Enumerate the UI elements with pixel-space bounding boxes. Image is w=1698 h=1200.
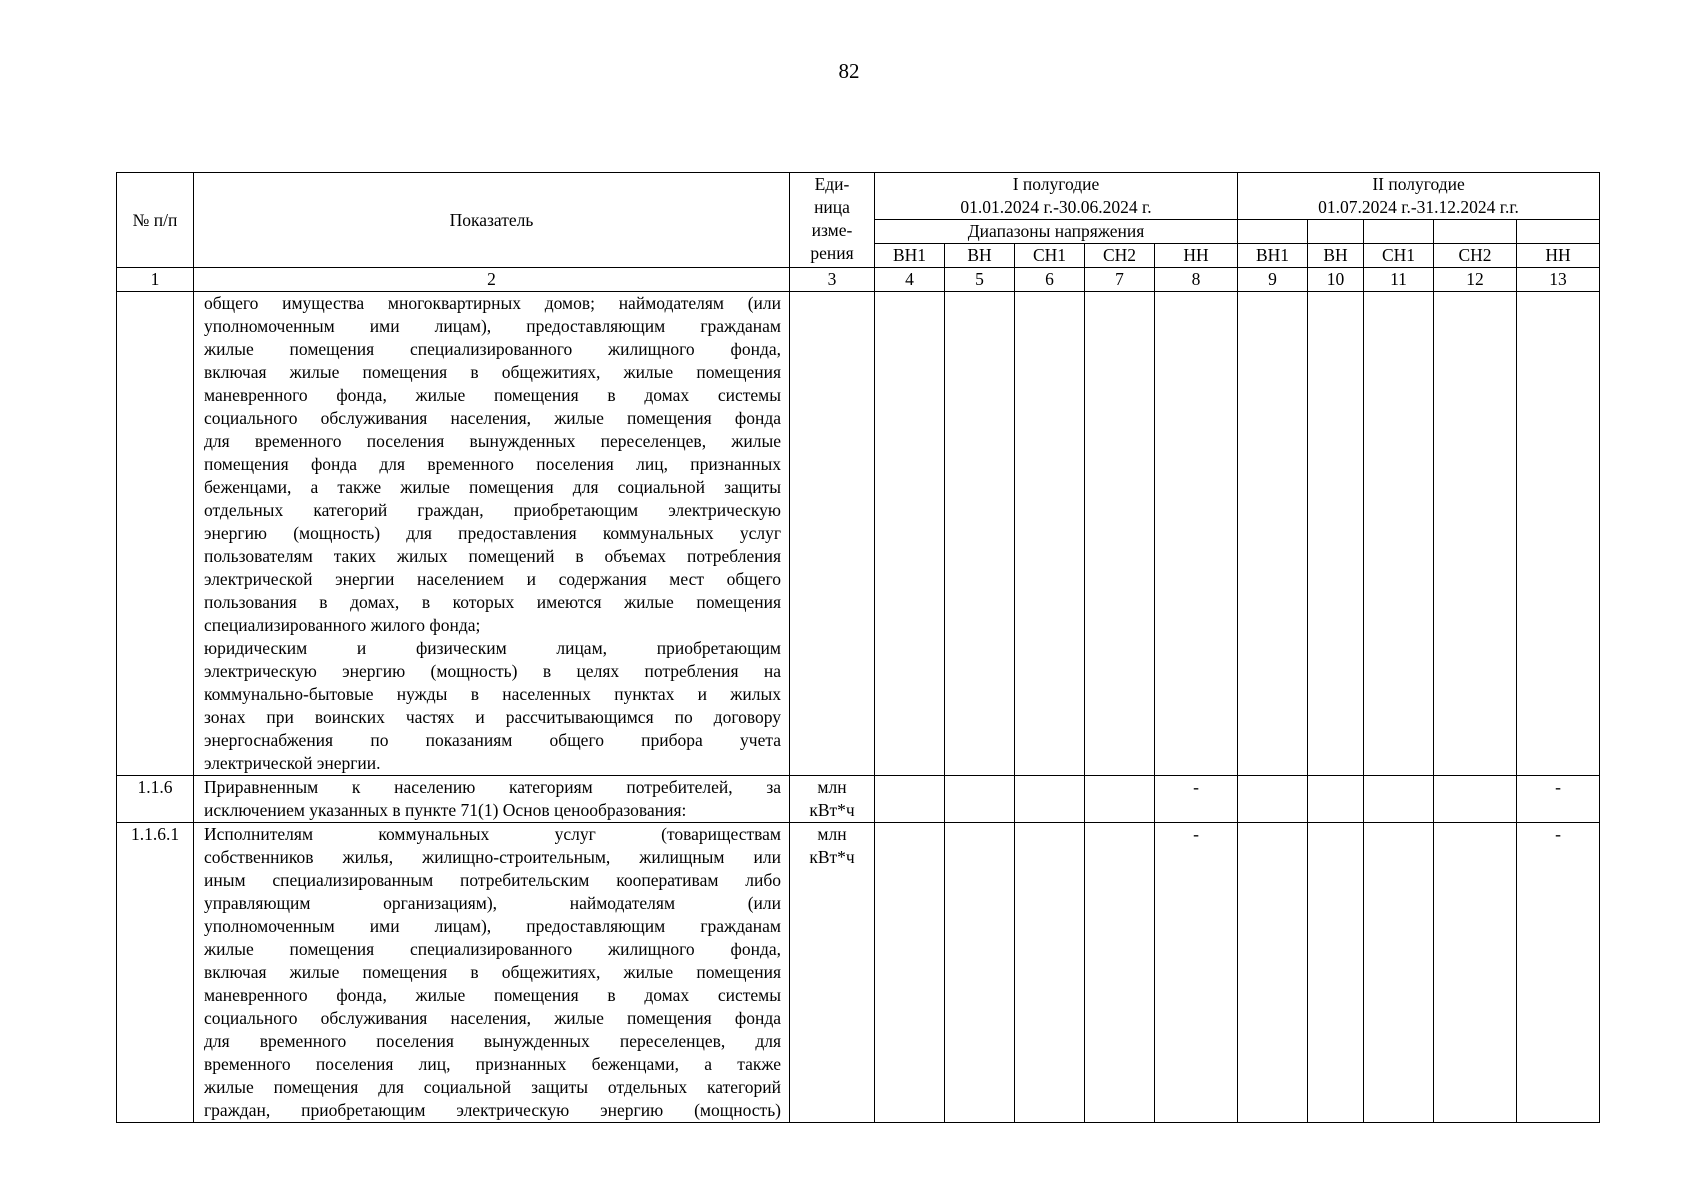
indicator-line: иным специализированным потребительским кооперативам либо xyxy=(204,870,781,890)
value-cell xyxy=(1364,776,1434,823)
header-indicator: Показатель xyxy=(194,173,790,268)
col-number: 2 xyxy=(194,268,790,292)
indicator-line: исключением указанных в пункте 71(1) Основ ценообразования: xyxy=(204,800,687,820)
voltage-col-header: ВН1 xyxy=(1238,244,1308,268)
voltage-col-header: СН2 xyxy=(1085,244,1155,268)
empty-cell xyxy=(1238,220,1308,244)
indicator-line: беженцами, а также жилые помещения для социальной защиты xyxy=(204,477,781,497)
row-indicator-text xyxy=(194,292,790,776)
page-number: 82 xyxy=(838,59,860,83)
value-cell xyxy=(945,292,1015,776)
row-unit xyxy=(790,823,875,1123)
value-cell xyxy=(1238,823,1308,1123)
indicator-line: уполномоченным ими лицам), предоставляющим гражданам xyxy=(204,316,781,336)
value-cell xyxy=(1238,292,1308,776)
unit-line: кВт*ч xyxy=(809,847,855,867)
value-cell xyxy=(1085,292,1155,776)
value-cell xyxy=(1155,292,1238,776)
row-unit xyxy=(790,776,875,823)
value-cell xyxy=(875,823,945,1123)
header-unit-line: рения xyxy=(810,243,854,263)
indicator-line: собственников жилья, жилищно-строительным, жилищным или xyxy=(204,847,781,867)
col-number: 3 xyxy=(790,268,875,292)
unit-line: млн xyxy=(817,777,847,797)
indicator-line: жилые помещения для социальной защиты отдельных категорий xyxy=(204,1077,781,1097)
table-row xyxy=(117,292,1600,776)
indicator-line: Исполнителям коммунальных услуг (товариществам xyxy=(204,824,781,844)
column-number-row xyxy=(117,268,1600,292)
value-cell: - xyxy=(1517,776,1600,823)
value-cell xyxy=(1364,823,1434,1123)
voltage-col-header: ВН xyxy=(1308,244,1364,268)
table-body xyxy=(117,292,1600,1123)
indicator-line: граждан, приобретающим электрическую энергию (мощность) xyxy=(204,1100,781,1120)
value-cell xyxy=(945,776,1015,823)
col-number: 10 xyxy=(1308,268,1364,292)
indicator-line: пользования в домах, в которых имеются жилые помещения xyxy=(204,592,781,612)
table-row xyxy=(117,823,1600,1123)
row-indicator-text xyxy=(194,823,790,1123)
indicator-line: уполномоченным ими лицам), предоставляющим гражданам xyxy=(204,916,781,936)
value-cell xyxy=(1308,292,1364,776)
voltage-ranges-label: Диапазоны напряжения xyxy=(875,220,1238,244)
indicator-line: включая жилые помещения в общежитиях, жилые помещения xyxy=(204,962,781,982)
value-cell xyxy=(1364,292,1434,776)
row-indicator-text xyxy=(194,776,790,823)
row-number: 1.1.6.1 xyxy=(117,823,194,1123)
value-cell xyxy=(1434,823,1517,1123)
col-number: 13 xyxy=(1517,268,1600,292)
unit-line: кВт*ч xyxy=(809,800,855,820)
voltage-col-header: СН1 xyxy=(1364,244,1434,268)
indicator-line: коммунально-бытовые нужды в населенных пунктах и жилых xyxy=(204,684,781,704)
half1-period: 01.01.2024 г.-30.06.2024 г. xyxy=(960,197,1152,217)
indicator-line: специализированного жилого фонда; xyxy=(204,615,481,635)
col-number: 11 xyxy=(1364,268,1434,292)
indicator-line: пользователям таких жилых помещений в объемах потребления xyxy=(204,546,781,566)
value-cell xyxy=(875,776,945,823)
indicator-line: электрическую энергию (мощность) в целях потребления на xyxy=(204,661,781,681)
header-half1 xyxy=(875,173,1238,220)
half1-title: I полугодие xyxy=(1012,174,1100,194)
empty-cell xyxy=(1434,220,1517,244)
voltage-col-header: НН xyxy=(1155,244,1238,268)
indicator-line: социального обслуживания населения, жилые помещения фонда xyxy=(204,1008,781,1028)
voltage-col-header: ВН xyxy=(945,244,1015,268)
indicator-line: Приравненным к населению категориям потребителей, за xyxy=(204,777,781,797)
indicator-line: маневренного фонда, жилые помещения в домах системы xyxy=(204,985,781,1005)
value-cell xyxy=(1085,776,1155,823)
col-number: 7 xyxy=(1085,268,1155,292)
table-row xyxy=(117,776,1600,823)
header-unit xyxy=(790,173,875,268)
row-number: 1.1.6 xyxy=(117,776,194,823)
indicator-line: общего имущества многоквартирных домов; наймодателям (или xyxy=(204,293,781,313)
col-number: 6 xyxy=(1015,268,1085,292)
value-cell xyxy=(875,292,945,776)
header-num: № п/п xyxy=(117,173,194,268)
value-cell xyxy=(1434,292,1517,776)
indicator-line: электрической энергии населением и содержания мест общего xyxy=(204,569,781,589)
empty-cell xyxy=(1517,220,1600,244)
indicator-line: отдельных категорий граждан, приобретающим электрическую xyxy=(204,500,781,520)
value-cell: - xyxy=(1155,823,1238,1123)
col-number: 8 xyxy=(1155,268,1238,292)
empty-cell xyxy=(1308,220,1364,244)
row-unit xyxy=(790,292,875,776)
indicator-line: жилые помещения специализированного жилищного фонда, xyxy=(204,339,781,359)
indicator-line: социального обслуживания населения, жилые помещения фонда xyxy=(204,408,781,428)
indicator-line: временного поселения лиц, признанных беженцами, а также xyxy=(204,1054,781,1074)
value-cell xyxy=(1015,776,1085,823)
col-number: 5 xyxy=(945,268,1015,292)
tariff-table xyxy=(116,172,1600,1123)
header-unit-line: изме- xyxy=(811,220,853,240)
indicator-line: жилые помещения специализированного жилищного фонда, xyxy=(204,939,781,959)
value-cell xyxy=(945,823,1015,1123)
indicator-line: управляющим организациям), наймодателям (или xyxy=(204,893,781,913)
indicator-line: юридическим и физическим лицам, приобретающим xyxy=(204,638,781,658)
value-cell xyxy=(1308,823,1364,1123)
value-cell: - xyxy=(1517,823,1600,1123)
value-cell xyxy=(1015,823,1085,1123)
value-cell xyxy=(1238,776,1308,823)
header-half2 xyxy=(1238,173,1600,220)
indicator-line: зонах при воинских частях и рассчитывающимся по договору xyxy=(204,707,781,727)
indicator-line: для временного поселения вынужденных переселенцев, жилые xyxy=(204,431,781,451)
indicator-line: включая жилые помещения в общежитиях, жилые помещения xyxy=(204,362,781,382)
col-number: 4 xyxy=(875,268,945,292)
voltage-col-header: НН xyxy=(1517,244,1600,268)
indicator-line: электрической энергии. xyxy=(204,753,381,773)
value-cell xyxy=(1517,292,1600,776)
col-number: 1 xyxy=(117,268,194,292)
empty-cell xyxy=(1364,220,1434,244)
value-cell: - xyxy=(1155,776,1238,823)
indicator-line: для временного поселения вынужденных переселенцев, для xyxy=(204,1031,781,1051)
value-cell xyxy=(1308,776,1364,823)
half2-period: 01.07.2024 г.-31.12.2024 г.г. xyxy=(1318,197,1519,217)
value-cell xyxy=(1015,292,1085,776)
row-number xyxy=(117,292,194,776)
header-unit-line: Еди- xyxy=(814,174,850,194)
header-unit-line: ница xyxy=(814,197,850,217)
col-number: 9 xyxy=(1238,268,1308,292)
indicator-line: энергию (мощность) для предоставления коммунальных услуг xyxy=(204,523,781,543)
value-cell xyxy=(1434,776,1517,823)
voltage-col-header: СН1 xyxy=(1015,244,1085,268)
indicator-line: маневренного фонда, жилые помещения в домах системы xyxy=(204,385,781,405)
value-cell xyxy=(1085,823,1155,1123)
indicator-line: помещения фонда для временного поселения лиц, признанных xyxy=(204,454,781,474)
indicator-line: энергоснабжения по показаниям общего прибора учета xyxy=(204,730,781,750)
voltage-col-header: СН2 xyxy=(1434,244,1517,268)
unit-line: млн xyxy=(817,824,847,844)
half2-title: II полугодие xyxy=(1372,174,1465,194)
col-number: 12 xyxy=(1434,268,1517,292)
voltage-col-header: ВН1 xyxy=(875,244,945,268)
